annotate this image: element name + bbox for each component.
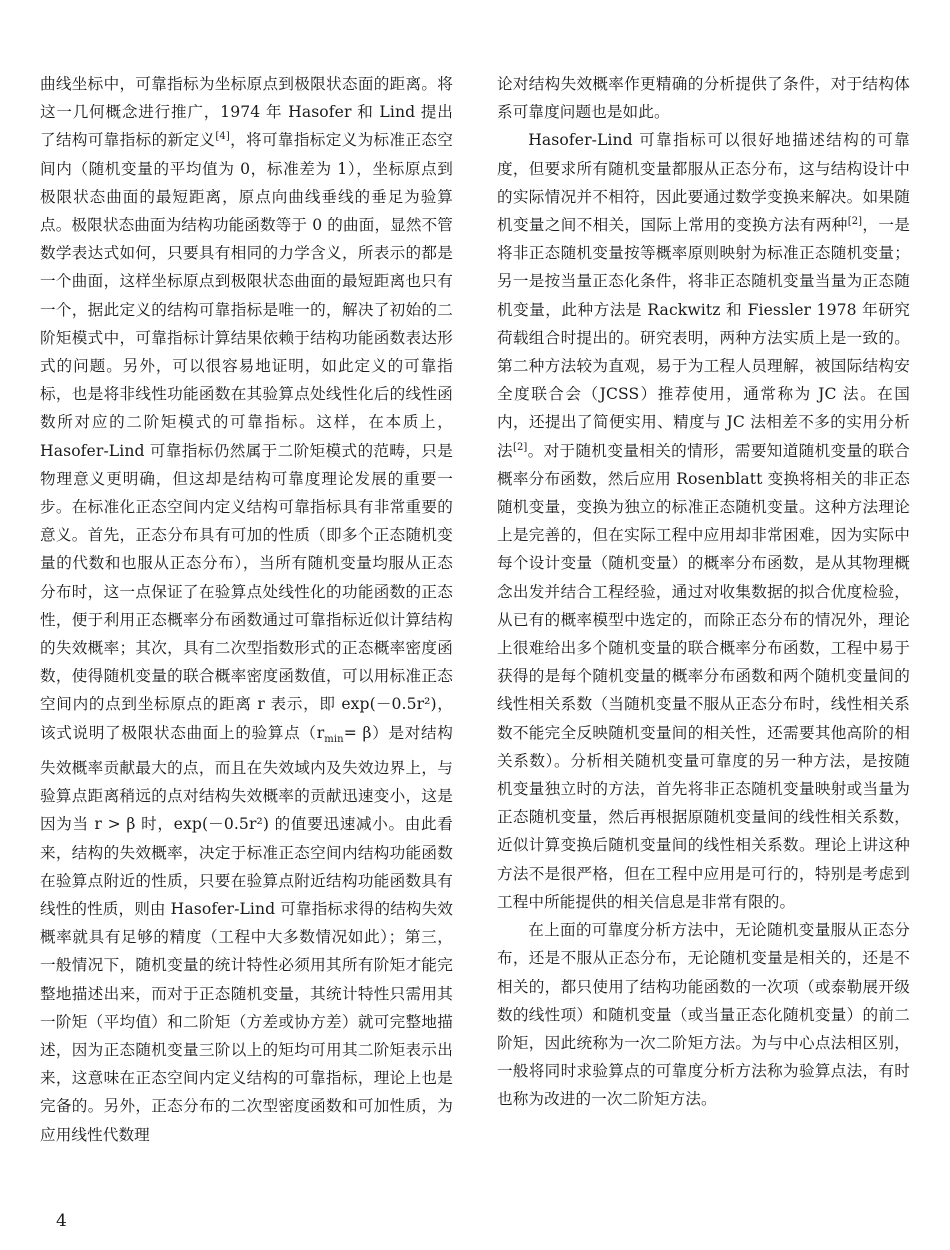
text-run: = β）是对结构失效概率贡献最大的点，而且在失效域内及失效边界上，与验算点距离稍远的点对结构失效概率的贡献迅速变小，这是因为当 r > β 时，exp(－0.5r²) 的值要迅速减小。由此看来，结构的失效概率，决定于标准正态空间内结构功能函数在验算点附近的性质，只要在验算点附近结构功能函数具有线性的性质，则由 Hasofer-Lind 可靠指标求得的结构失效概率就具有足够的精度（工程中大多数情况如此）；第三，一般情况下，随机变量的统计特性必须用其所有阶矩才能完整地描述出来，而对于正态随机变量，其统计特性只需用其一阶矩（平均值）和二阶矩（方差或协方差）就可完整地描述，因为正态随机变量三阶以上的矩均可用其二阶矩表示出来，这意味在正态空间内定义结构的可靠指标，理论上也是完备的。另外，正态分布的二次型密度函数和可加性质，为应用线性代数理 <box>40 723 453 1144</box>
citation-ref: [4] <box>215 131 230 143</box>
right-paragraph-2 <box>497 126 910 916</box>
subscript-min: min <box>324 733 344 745</box>
citation-ref: [2] <box>512 441 528 453</box>
text-run: 曲线坐标中，可靠指标为坐标原点到极限状态面的距离。将这一几何概念进行推广，1974 年 Hasofer 和 Lind 提出了结构可靠指标的新定义 <box>40 75 453 150</box>
right-paragraph-1: 论对结构失效概率作更精确的分析提供了条件，对于结构体系可靠度问题也是如此。 <box>497 75 910 122</box>
left-paragraph-1 <box>40 70 453 1149</box>
page-number: 4 <box>56 1211 67 1231</box>
text-run: 。对于随机变量相关的情形，需要知道随机变量的联合概率分布函数，然后应用 Rosenblatt 变换将相关的非正态随机变量，变换为独立的标准正态随机变量。这种方法理论上是完善的，但在实际工程中应用却非常困难，因为实际中每个设计变量（随机变量）的概率分布函数，是从其物理概念出发并结合工程经验，通过对收集数据的拟合优度检验，从已有的概率模型中选定的，而除正态分布的情况外，理论上很难给出多个随机变量的联合概率分布函数，工程中易于获得的是每个随机变量的概率分布函数和两个随机变量间的线性相关系数（当随机变量不服从正态分布时，线性相关系数不能完全反映随机变量间的相关性，还需要其他高阶的相关系数）。分析相关随机变量可靠度的另一种方法，是按随机变量独立时的方法，首先将非正态随机变量映射或当量为正态随机变量，然后再根据原随机变量间的线性相关系数，近似计算变换后随机变量间的线性相关系数。理论上讲这种方法不是很严格，但在工程中应用是可行的，特别是考虑到工程中所能提供的相关信息是非常有限的。 <box>497 441 910 911</box>
citation-ref: [2] <box>847 215 863 227</box>
text-run: Hasofer-Lind 可靠指标可以很好地描述结构的可靠度，但要求所有随机变量都服从正态分布，这与结构设计中的实际情况并不相符，因此要通过数学变换来解决。如果随机变量之间不相关，国际上常用的变换方法有两种 <box>497 131 910 235</box>
left-column <box>40 70 453 1149</box>
text-run: ，一是将非正态随机变量按等概率原则映射为标准正态随机变量；另一是按当量正态化条件，将非正态随机变量当量为正态随机变量，此种方法是 Rackwitz 和 Fiessler 1978 年研究荷载组合时提出的。研究表明，两种方法实质上是一致的。第二种方法较为直观，易于为工程人员理解，被国际结构安全度联合会（JCSS）推荐使用，通常称为 JC 法。在国内，还提出了简便实用、精度与 JC 法相差不多的实用分析法 <box>497 216 910 460</box>
right-paragraph-3: 在上面的可靠度分析方法中，无论随机变量服从正态分布，还是不服从正态分布，无论随机变量是相关的，还是不相关的，都只使用了结构功能函数的一次项（或泰勒展开级数的线性项）和随机变量（或当量正态化随机变量）的前二阶矩，因此统称为一次二阶矩方法。为与中心点法相区别，一般将同时求验算点的可靠度分析方法称为验算点法，有时也称为改进的一次二阶矩方法。 <box>497 921 910 1109</box>
text-run: ，将可靠指标定义为标准正态空间内（随机变量的平均值为 0，标准差为 1），坐标原点到极限状态曲面的最短距离，原点向曲线垂线的垂足为验算点。极限状态曲面为结构功能函数等于 0 的曲面，显然不管数学表达式如何，只要具有相同的力学含义，所表示的都是一个曲面，这样坐标原点到极限状态曲面的最短距离也只有一个，据此定义的结构可靠指标是唯一的，解决了初始的二阶矩模式中，可靠指标计算结果依赖于结构功能函数表达形式的问题。另外，可以很容易地证明，如此定义的可靠指标，也是将非线性功能函数在其验算点处线性化后的线性函数所对应的二阶矩模式的可靠指标。这样，在本质上，Hasofer-Lind 可靠指标仍然属于二阶矩模式的范畴，只是物理意义更明确，但这却是结构可靠度理论发展的重要一步。在标准化正态空间内定义结构可靠指标具有非常重要的意义。首先，正态分布具有可加的性质（即多个正态随机变量的代数和也服从正态分布），当所有随机变量均服从正态分布时，这一点保证了在验算点处线性化的功能函数的正态性，便于利用正态概率分布函数通过可靠指标近似计算结构的失效概率；其次，具有二次型指数形式的正态概率密度函数，使得随机变量的联合概率密度函数值，可以用标准正态空间内的点到坐标原点的距离 r 表示，即 exp(－0.5r²)，该式说明了极限状态曲面上的验算点（r <box>40 131 453 742</box>
right-column <box>497 70 910 1114</box>
